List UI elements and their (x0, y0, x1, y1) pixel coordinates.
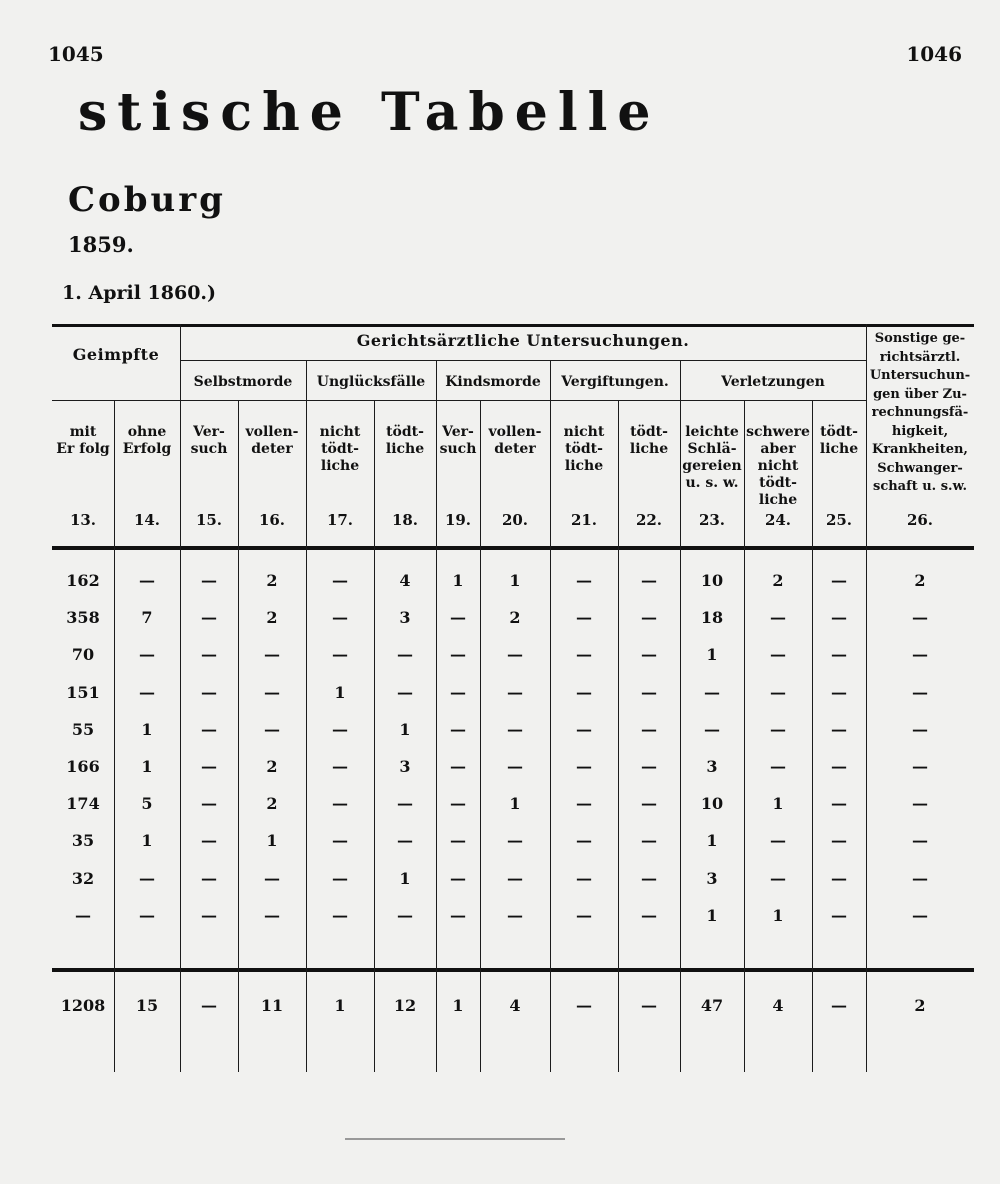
table-cell: — (332, 831, 348, 851)
table-cell: — (450, 868, 466, 888)
column-number-15: 15. (195, 511, 223, 529)
table-cell: 3 (399, 608, 411, 628)
table-cell: — (507, 831, 523, 851)
table-cell: — (576, 831, 592, 851)
table-cell: — (397, 905, 413, 925)
table-cell: 10 (700, 794, 724, 814)
table-cell: — (576, 608, 592, 628)
table-cell: — (201, 905, 217, 925)
table-cell: 2 (772, 571, 784, 590)
table-cell: — (450, 608, 466, 628)
table-cell: — (831, 905, 847, 925)
totals-cell: 4 (509, 996, 521, 1015)
table-cell: — (912, 831, 928, 851)
column-header-13: mit Er folg (56, 424, 110, 457)
totals-cell: — (576, 996, 592, 1015)
header-divider-rule (52, 546, 974, 550)
group-header-gerichtsaerztliche: Gerichtsärztliche Untersuchungen. (356, 331, 690, 350)
column-header-18: tödt- liche (385, 424, 425, 457)
table-cell: — (831, 719, 847, 739)
column-number-25: 25. (825, 511, 853, 529)
table-cell: 70 (71, 645, 95, 665)
table-cell: — (831, 682, 847, 702)
group-header-geimpfte: Geimpfte (72, 345, 160, 364)
rule-under-gerichtsaerztliche (180, 360, 866, 361)
table-cell: 166 (66, 757, 100, 776)
totals-cell: 1 (334, 996, 346, 1015)
totals-cell: — (201, 996, 217, 1015)
column-header-21: nicht tödt- liche (563, 424, 605, 474)
column-header-19: Ver- such (439, 424, 477, 457)
page-number-left: 1045 (48, 42, 104, 66)
table-cell: — (576, 868, 592, 888)
column-header-22: tödt- liche (629, 424, 669, 457)
table-cell: — (139, 571, 155, 590)
table-cell: 3 (399, 757, 411, 776)
totals-cell: 2 (914, 996, 926, 1015)
totals-cell: — (641, 996, 657, 1015)
table-cell: — (201, 645, 217, 665)
totals-cell: 1 (452, 996, 464, 1015)
table-cell: — (770, 868, 786, 888)
table-cell: — (641, 719, 657, 739)
table-cell: — (770, 719, 786, 739)
table-cell: — (912, 757, 928, 776)
column-number-17: 17. (326, 511, 354, 529)
page-title: stische Tabelle (78, 82, 661, 143)
group-header-vergiftungen: Vergiftungen. (561, 374, 669, 390)
table-cell: — (264, 905, 280, 925)
column-number-23: 23. (698, 511, 726, 529)
table-cell: 151 (66, 682, 100, 702)
table-cell: — (332, 571, 348, 590)
table-cell: 2 (266, 571, 278, 590)
table-cell: 1 (509, 571, 521, 590)
table-cell: — (831, 868, 847, 888)
table-cell: 3 (706, 757, 718, 776)
table-cell: — (641, 757, 657, 776)
table-cell: — (332, 608, 348, 628)
table-cell: — (641, 645, 657, 665)
table-cell: — (332, 757, 348, 776)
table-cell: — (770, 831, 786, 851)
table-cell: — (912, 645, 928, 665)
table-cell: — (507, 645, 523, 665)
table-cell: — (831, 608, 847, 628)
table-cell: — (139, 905, 155, 925)
table-cell: 2 (266, 608, 278, 628)
table-cell: — (576, 645, 592, 665)
table-cell: — (139, 682, 155, 702)
table-cell: — (912, 719, 928, 739)
table-cell: 1 (452, 571, 464, 590)
group-header-selbstmorde: Selbstmorde (193, 374, 293, 390)
group-header-sonstige: Sonstige ge- richtsärztl. Untersuchun- gen über Zu- rechnungsfä- higkeit, Krankheiten, Schwanger- schaft u. s.w. (869, 331, 971, 494)
table-cell: — (831, 571, 847, 590)
column-header-17: nicht tödt- liche (319, 424, 361, 474)
column-number-21: 21. (570, 511, 598, 529)
table-cell: — (704, 719, 720, 739)
column-header-20: vollen- deter (488, 424, 542, 457)
group-header-kindsmorde: Kindsmorde (445, 374, 541, 390)
rule-under-subgroups (180, 400, 866, 401)
year: 1859. (68, 232, 134, 257)
table-cell: 358 (66, 608, 100, 628)
column-number-22: 22. (635, 511, 663, 529)
table-cell: — (641, 831, 657, 851)
table-cell: 1 (141, 719, 153, 739)
table-cell: 2 (266, 757, 278, 776)
table-cell: — (264, 645, 280, 665)
table-cell: — (912, 905, 928, 925)
table-cell: 35 (71, 831, 95, 851)
table-cell: 32 (71, 868, 95, 888)
table-cell: — (576, 719, 592, 739)
bottom-rule (345, 1138, 565, 1140)
table-cell: 5 (141, 794, 153, 814)
table-cell: 3 (706, 868, 718, 888)
table-cell: 1 (706, 905, 718, 925)
table-cell: 1 (706, 831, 718, 851)
table-cell: — (641, 682, 657, 702)
table-cell: 2 (914, 571, 926, 590)
table-cell: — (201, 719, 217, 739)
table-cell: 1 (266, 831, 278, 851)
table-cell: — (397, 645, 413, 665)
totals-cell: 15 (135, 996, 159, 1015)
table-cell: — (332, 719, 348, 739)
table-cell: 1 (509, 794, 521, 814)
region-name: Coburg (68, 180, 226, 220)
table-cell: — (450, 645, 466, 665)
table-cell: — (576, 794, 592, 814)
table-cell: — (450, 719, 466, 739)
table-cell: 2 (509, 608, 521, 628)
column-number-16: 16. (258, 511, 286, 529)
group-header-ungluecksfaelle: Unglücksfälle (316, 374, 426, 390)
table-cell: 1 (334, 682, 346, 702)
column-header-25: tödt- liche (819, 424, 859, 457)
table-cell: — (831, 645, 847, 665)
table-cell: — (201, 794, 217, 814)
column-number-13: 13. (69, 511, 97, 529)
column-header-14: ohne Erfolg (122, 424, 172, 457)
table-cell: — (912, 868, 928, 888)
table-cell: — (507, 905, 523, 925)
column-header-15: Ver- such (190, 424, 228, 457)
totals-cell: 11 (260, 996, 284, 1015)
table-cell: — (770, 608, 786, 628)
table-cell: 18 (700, 608, 724, 628)
table-cell: — (201, 608, 217, 628)
table-cell: — (641, 608, 657, 628)
table-cell: — (450, 905, 466, 925)
table-cell: — (507, 719, 523, 739)
table-cell: — (641, 868, 657, 888)
table-cell: — (332, 794, 348, 814)
totals-cell: — (831, 996, 847, 1015)
table-cell: — (397, 682, 413, 702)
column-number-26: 26. (906, 511, 934, 529)
table-cell: — (770, 645, 786, 665)
table-cell: — (576, 571, 592, 590)
table-cell: 1 (141, 757, 153, 776)
table-cell: — (139, 868, 155, 888)
totals-cell: 12 (393, 996, 417, 1015)
table-cell: — (641, 571, 657, 590)
table-cell: 1 (772, 794, 784, 814)
table-cell: 162 (66, 571, 100, 590)
table-cell: 55 (71, 719, 95, 739)
totals-cell: 47 (700, 996, 724, 1015)
column-number-20: 20. (501, 511, 529, 529)
group-header-verletzungen: Verletzungen (721, 374, 825, 390)
table-cell: — (332, 645, 348, 665)
table-cell: — (201, 682, 217, 702)
table-cell: — (450, 682, 466, 702)
table-cell: — (332, 868, 348, 888)
table-cell: — (450, 794, 466, 814)
column-number-19: 19. (444, 511, 472, 529)
totals-cell: 1208 (60, 996, 106, 1015)
table-cell: — (507, 682, 523, 702)
column-rule-6 (436, 360, 437, 1072)
table-cell: 4 (399, 571, 411, 590)
table-cell: — (831, 794, 847, 814)
column-number-14: 14. (133, 511, 161, 529)
table-cell: — (912, 608, 928, 628)
table-cell: 1 (706, 645, 718, 665)
table-cell: — (831, 757, 847, 776)
table-cell: 1 (399, 719, 411, 739)
table-cell: — (201, 757, 217, 776)
table-cell: — (201, 868, 217, 888)
table-cell: — (264, 719, 280, 739)
table-cell: — (507, 757, 523, 776)
table-cell: 1 (772, 905, 784, 925)
table-cell: 7 (141, 608, 153, 628)
table-cell: — (264, 868, 280, 888)
table-cell: 174 (66, 794, 100, 814)
table-cell: — (397, 831, 413, 851)
totals-cell: 4 (772, 996, 784, 1015)
table-cell: — (912, 682, 928, 702)
page-number-right: 1046 (906, 42, 962, 66)
table-cell: 1 (141, 831, 153, 851)
column-header-16: vollen- deter (245, 424, 299, 457)
table-cell: — (576, 757, 592, 776)
column-header-24: schwere aber nicht tödt- liche (746, 424, 810, 508)
statistics-table (52, 324, 974, 1072)
table-cell: — (450, 757, 466, 776)
table-cell: 2 (266, 794, 278, 814)
table-cell: — (264, 682, 280, 702)
table-cell: 1 (399, 868, 411, 888)
top-rule (52, 324, 974, 327)
table-cell: — (641, 794, 657, 814)
column-number-18: 18. (391, 511, 419, 529)
table-cell: — (704, 682, 720, 702)
table-cell: — (75, 905, 91, 925)
table-cell: — (201, 571, 217, 590)
table-cell: — (770, 757, 786, 776)
table-cell: — (332, 905, 348, 925)
table-cell: — (831, 831, 847, 851)
table-cell: — (770, 682, 786, 702)
column-number-24: 24. (764, 511, 792, 529)
date-note: 1. April 1860.) (62, 282, 217, 304)
table-cell: — (641, 905, 657, 925)
column-header-23: leichte Schlä- gereien u. s. w. (682, 424, 742, 491)
table-cell: — (912, 794, 928, 814)
table-cell: — (397, 794, 413, 814)
table-cell: — (450, 831, 466, 851)
table-cell: — (507, 868, 523, 888)
rule-under-geimpfte (52, 400, 180, 401)
table-cell: — (576, 905, 592, 925)
table-cell: 10 (700, 571, 724, 590)
table-cell: — (201, 831, 217, 851)
table-cell: — (139, 645, 155, 665)
totals-divider-rule (52, 968, 974, 972)
table-cell: — (576, 682, 592, 702)
